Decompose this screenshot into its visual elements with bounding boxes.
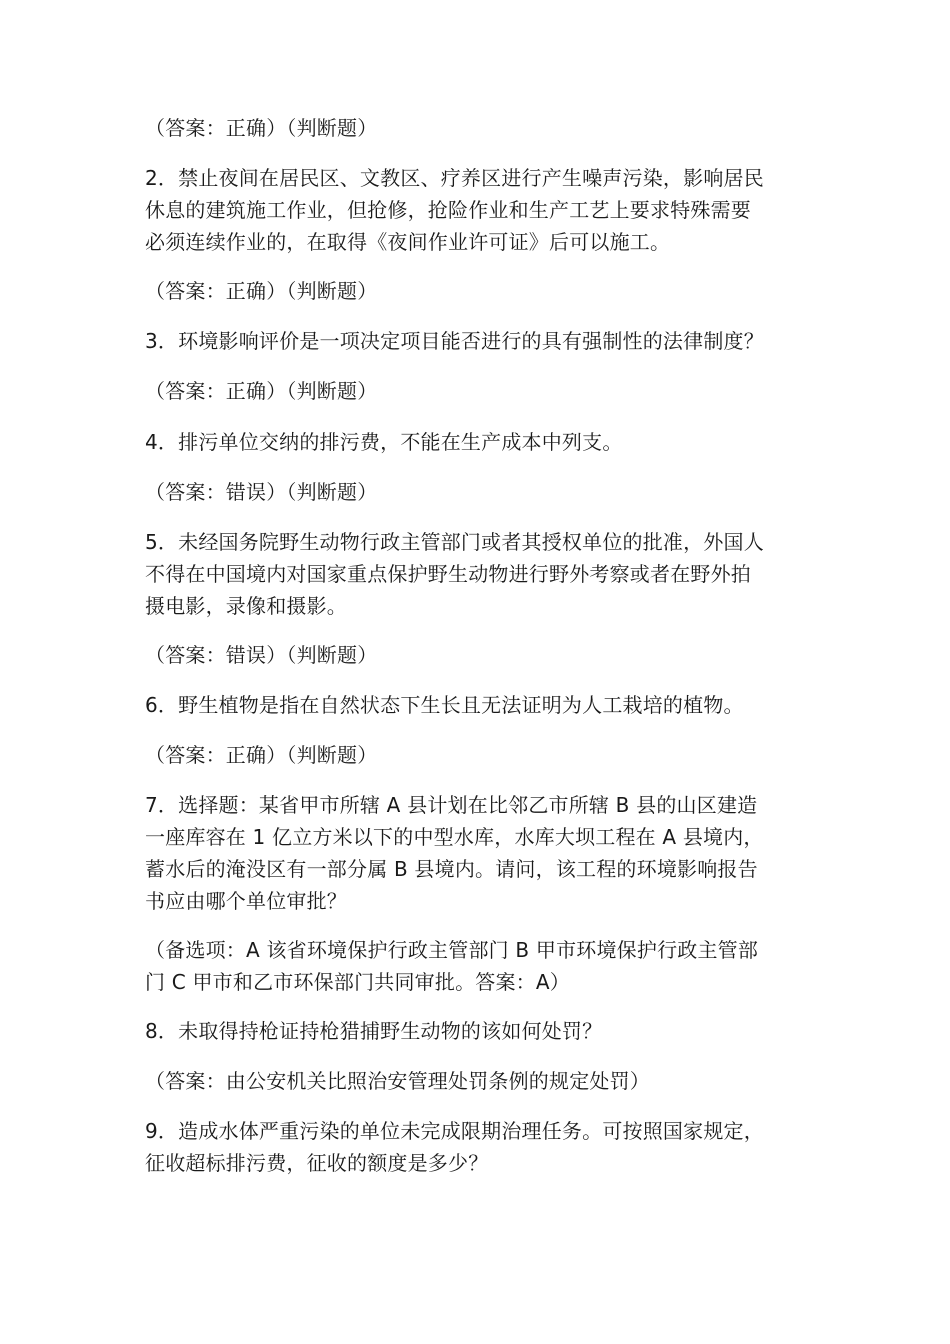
question-3: 3．环境影响评价是一项决定项目能否进行的具有强制性的法律制度？	[145, 329, 764, 353]
question-9-line-1: 9．造成水体严重污染的单位未完成限期治理任务。可按照国家规定，	[145, 1119, 764, 1143]
question-2-line-2: 休息的建筑施工作业，但抢修，抢险作业和生产工艺上要求特殊需要	[145, 198, 751, 222]
answer-7-line-1: （备选项：A 该省环境保护行政主管部门 B 甲市环境保护行政主管部	[145, 938, 759, 962]
answer-7-line-2: 门 C 甲市和乙市环保部门共同审批。答案：A）	[145, 970, 570, 994]
question-7-line-4: 书应由哪个单位审批？	[145, 889, 347, 913]
answer-4: （答案：错误）（判断题）	[145, 480, 378, 504]
answer-1: （答案：正确）（判断题）	[145, 116, 378, 140]
question-2-line-1: 2．禁止夜间在居民区、文教区、疗养区进行产生噪声污染，影响居民	[145, 166, 764, 190]
question-5-line-2: 不得在中国境内对国家重点保护野生动物进行野外考察或者在野外拍	[145, 562, 751, 586]
question-7-line-3: 蓄水后的淹没区有一部分属 B 县境内。请问，该工程的环境影响报告	[145, 857, 758, 881]
answer-5: （答案：错误）（判断题）	[145, 643, 378, 667]
answer-2: （答案：正确）（判断题）	[145, 279, 378, 303]
answer-8: （答案：由公安机关比照治安管理处罚条例的规定处罚）	[145, 1069, 650, 1093]
question-7-line-1: 7．选择题：某省甲市所辖 A 县计划在比邻乙市所辖 B 县的山区建造	[145, 793, 758, 817]
question-6: 6．野生植物是指在自然状态下生长且无法证明为人工栽培的植物。	[145, 693, 744, 717]
question-9-line-2: 征收超标排污费，征收的额度是多少？	[145, 1151, 489, 1175]
question-5-line-1: 5．未经国务院野生动物行政主管部门或者其授权单位的批准，外国人	[145, 530, 764, 554]
question-2-line-3: 必须连续作业的，在取得《夜间作业许可证》后可以施工。	[145, 230, 671, 254]
answer-3: （答案：正确）（判断题）	[145, 379, 378, 403]
question-5-line-3: 摄电影，录像和摄影。	[145, 594, 347, 618]
question-7-line-2: 一座库容在 1 亿立方米以下的中型水库，水库大坝工程在 A 县境内，	[145, 825, 764, 849]
question-8: 8．未取得持枪证持枪猎捕野生动物的该如何处罚？	[145, 1019, 603, 1043]
answer-6: （答案：正确）（判断题）	[145, 743, 378, 767]
question-4: 4．排污单位交纳的排污费，不能在生产成本中列支。	[145, 430, 623, 454]
